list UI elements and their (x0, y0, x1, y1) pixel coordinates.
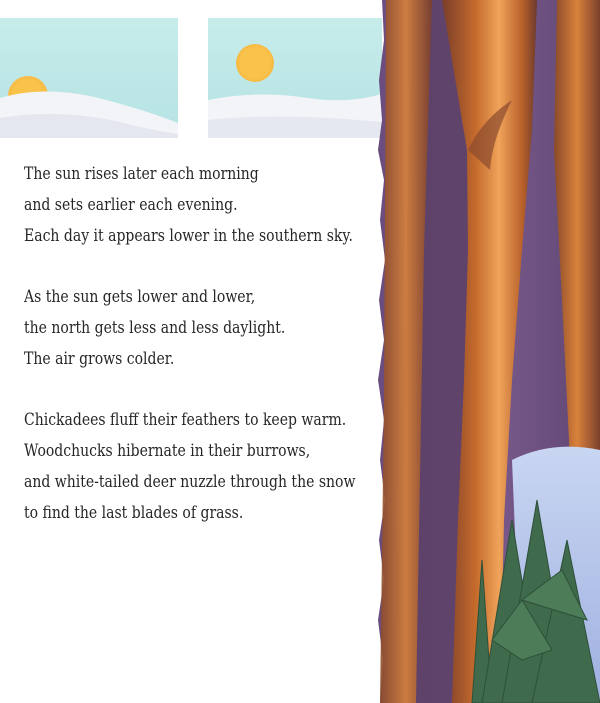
stanza-sun (24, 158, 369, 251)
text-line: to find the last blades of grass. (24, 503, 244, 522)
text-line: and white-tailed deer nuzzle through the snow (24, 472, 356, 491)
text-line: and sets earlier each evening. (24, 195, 238, 214)
snowy-hill (0, 78, 178, 138)
sun-icon (236, 44, 274, 82)
text-line: Chickadees fluff their feathers to keep warm. (24, 410, 347, 429)
stanza-animals (24, 404, 369, 528)
text-line: Each day it appears lower in the southern sky. (24, 226, 353, 245)
forest-painting (372, 0, 600, 703)
sun-middle-panel (208, 18, 382, 138)
text-line: The air grows colder. (24, 349, 175, 368)
stanza-daylight (24, 281, 369, 374)
sun-low-panel (0, 18, 178, 138)
text-line: Woodchucks hibernate in their burrows, (24, 441, 311, 460)
text-line: As the sun gets lower and lower, (24, 287, 256, 306)
story-text (24, 158, 369, 558)
text-line: The sun rises later each morning (24, 164, 259, 183)
text-line: the north gets less and less daylight. (24, 318, 286, 337)
snowy-hill (208, 78, 382, 138)
